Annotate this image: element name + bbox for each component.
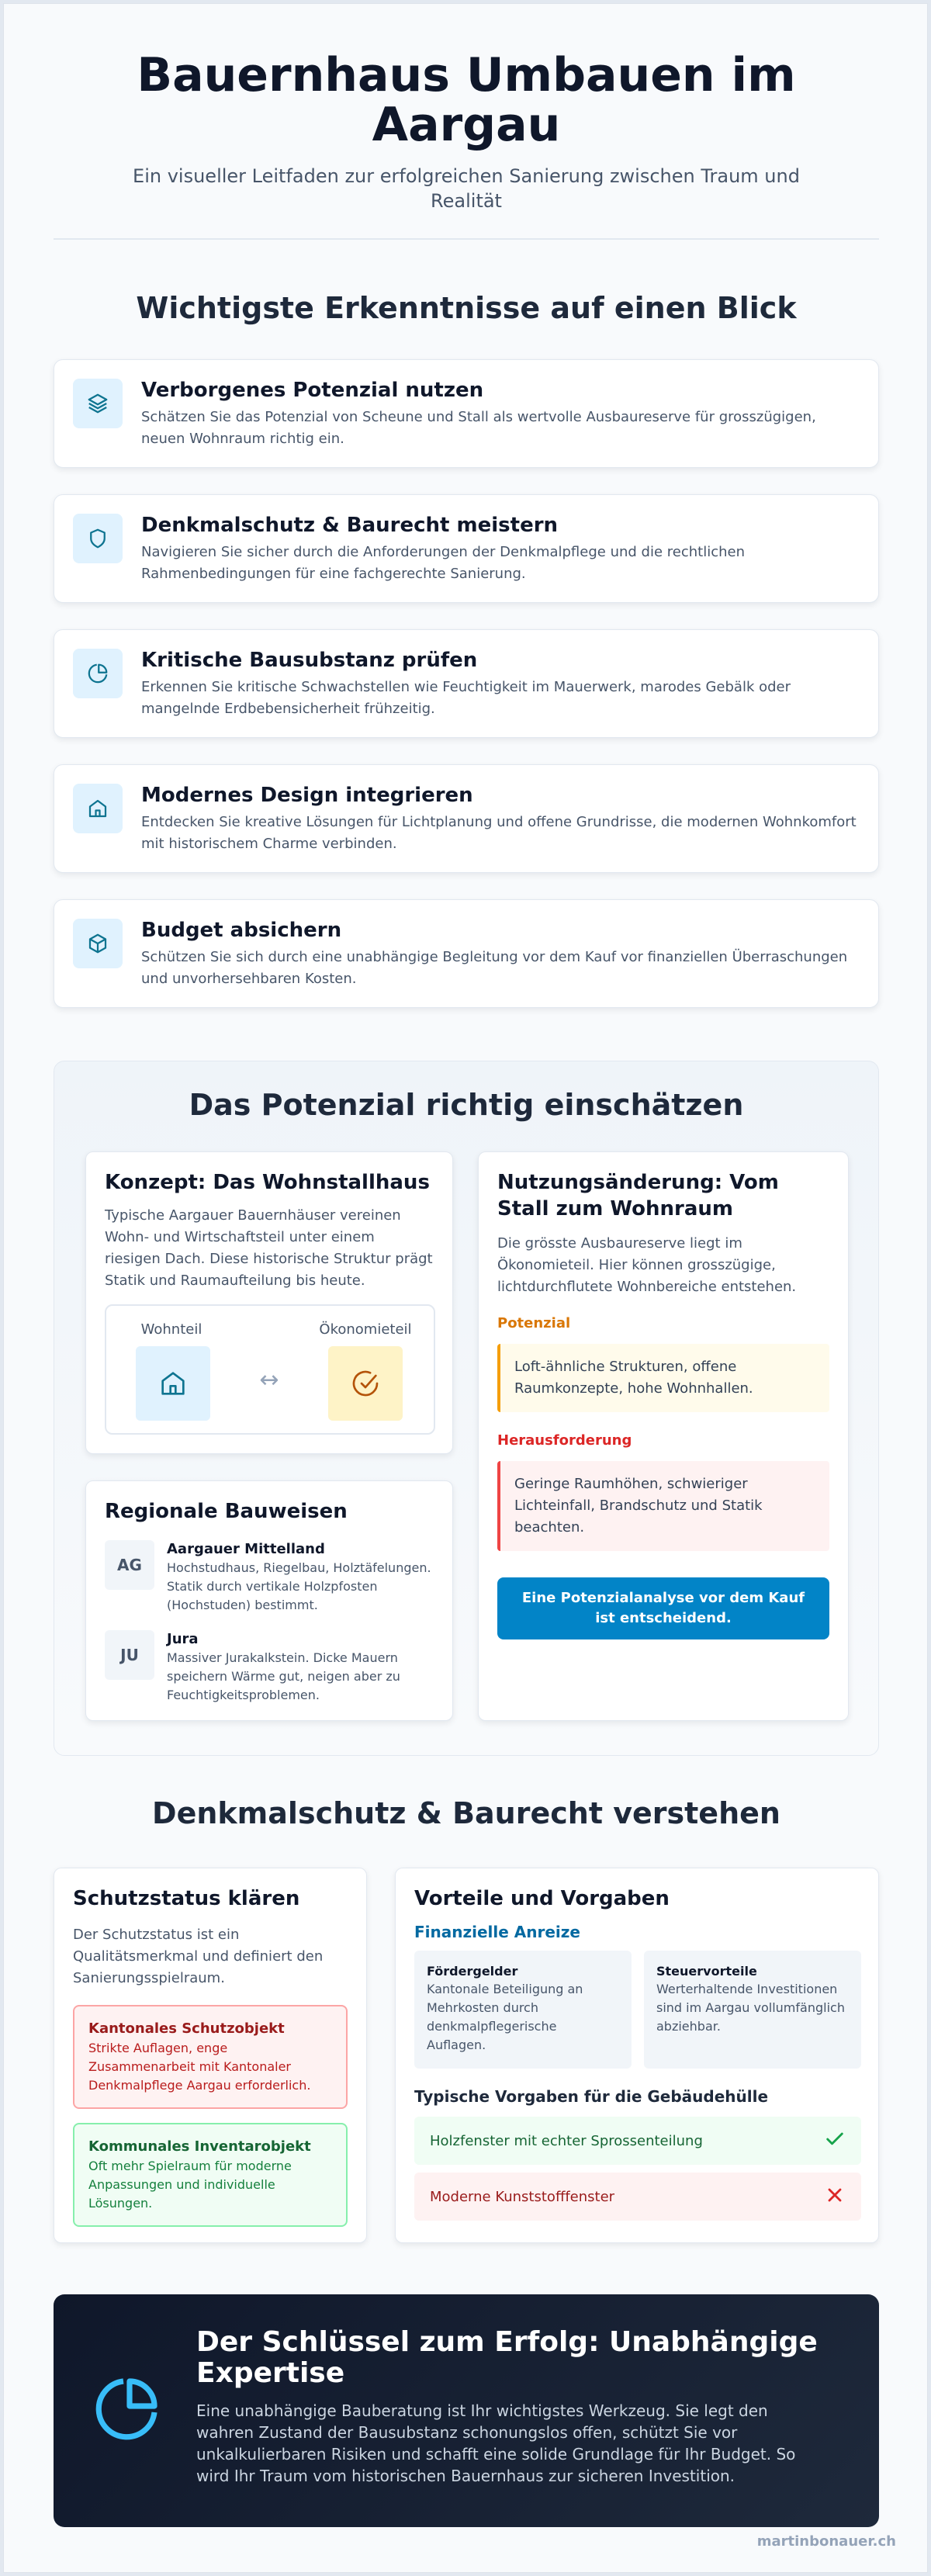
pie-chart-icon: [89, 2372, 164, 2450]
page: [3, 3, 928, 2573]
house-structure-diagram: [105, 1304, 435, 1435]
insight-text: Schätzen Sie das Potenzial von Scheune und Stall als wertvolle Ausbaureserve für grosszügigen, neuen Wohnraum richtig ein.: [141, 409, 816, 447]
grants-box: [414, 1951, 632, 2069]
usage-change-text: Die grösste Ausbaureserve liegt im Ökonomieteil. Hier können grosszügige, lichtdurchflutete Wohnbereiche entstehen.: [497, 1235, 797, 1295]
insight-title: Verborgenes Potenzial nutzen: [141, 379, 484, 402]
insight-title: Budget absichern: [141, 919, 342, 942]
communal-text: Oft mehr Spielraum für moderne Anpassungen und individuelle Lösungen.: [88, 2159, 292, 2211]
potential-callout: Loft-ähnliche Strukturen, offene Raumkonzepte, hohe Wohnhallen.: [497, 1344, 829, 1412]
rules-title: Typische Vorgaben für die Gebäudehülle: [414, 2087, 769, 2106]
status-text: Der Schutzstatus ist ein Qualitätsmerkmal und definiert den Sanierungsspielraum.: [73, 1927, 324, 1986]
communal-object-box: [73, 2123, 348, 2227]
tax-title: Steuervorteile: [656, 1964, 757, 1979]
grants-title: Fördergelder: [427, 1964, 518, 1979]
region-text: Hochstudhaus, Riegelbau, Holztäfelungen. Statik durch vertikale Holzpfosten (Hochstuden) bestimmt.: [167, 1560, 431, 1612]
insight-card: [54, 629, 879, 738]
insight-card: [54, 764, 879, 873]
house-icon: [136, 1346, 210, 1421]
potential-analysis-cta[interactable]: Eine Potenzialanalyse vor dem Kauf ist entscheidend.: [497, 1577, 829, 1639]
box-icon: [73, 919, 123, 968]
header-divider: [54, 238, 879, 240]
pie-chart-icon: [73, 649, 123, 698]
usage-change-card: [478, 1151, 849, 1721]
concept-text: Typische Aargauer Bauernhäuser vereinen Wohn- und Wirtschaftsteil unter einem riesigen Dach. Diese historische Struktur prägt Statik und Raumaufteilung bis heute.: [105, 1207, 433, 1289]
bidirectional-arrow-icon: ↔: [259, 1366, 279, 1394]
tax-text: Werterhaltende Investitionen sind im Aargau vollumfänglich abziehbar.: [656, 1982, 845, 2034]
potential-label: Potenzial: [497, 1315, 571, 1331]
regional-title: Regionale Bauweisen: [105, 1500, 348, 1523]
region-item-jura: [105, 1630, 434, 1705]
cantonal-title: Kantonales Schutzobjekt: [88, 2020, 285, 2037]
page-title: Bauernhaus Umbauen im Aargau: [137, 48, 796, 152]
check-circle-icon: [328, 1346, 403, 1421]
forbidden-rule-text: Moderne Kunststofffenster: [430, 2188, 615, 2205]
brand-link[interactable]: martinbonauer.ch: [756, 2533, 896, 2550]
insight-card: [54, 899, 879, 1008]
forbidden-rule-row: [414, 2173, 861, 2221]
region-name: Aargauer Mittelland: [167, 1541, 325, 1557]
challenge-callout: Geringe Raumhöhen, schwieriger Lichteinfall, Brandschutz und Statik beachten.: [497, 1461, 829, 1551]
incentives-title: Finanzielle Anreize: [414, 1923, 580, 1941]
insight-text: Schützen Sie sich durch eine unabhängige Begleitung vor dem Kauf vor finanziellen Überraschungen und unvorhersehbaren Kosten.: [141, 949, 848, 987]
region-badge: AG: [105, 1540, 154, 1590]
expertise-banner: [54, 2294, 879, 2527]
monument-section: [54, 1796, 879, 2246]
status-card: [54, 1868, 367, 2243]
insight-card: [54, 494, 879, 603]
concept-card: [85, 1151, 453, 1454]
farm-part-label: Ökonomieteil: [319, 1321, 412, 1338]
insights-title: Wichtigste Erkenntnisse auf einen Blick: [136, 291, 797, 325]
benefits-title: Vorteile und Vorgaben: [414, 1887, 670, 1910]
check-icon: [824, 2128, 846, 2154]
cantonal-text: Strikte Auflagen, enge Zusammenarbeit mit Kantonaler Denkmalpflege Aargau erforderlich.: [88, 2041, 311, 2093]
insights-section: [54, 291, 879, 1034]
page-header: [54, 50, 879, 213]
layers-icon: [73, 379, 123, 428]
region-badge: JU: [105, 1630, 154, 1680]
allowed-rule-text: Holzfenster mit echter Sprossenteilung: [430, 2132, 703, 2149]
benefits-card: [395, 1868, 879, 2243]
regional-card: [85, 1480, 453, 1721]
potential-title: Das Potenzial richtig einschätzen: [189, 1088, 744, 1122]
shield-icon: [73, 514, 123, 563]
insight-text: Erkennen Sie kritische Schwachstellen wie Feuchtigkeit im Mauerwerk, marodes Gebälk oder mangelnde Erdbebensicherheit frühzeitig.: [141, 679, 791, 717]
living-part-label: Wohnteil: [140, 1321, 202, 1338]
usage-change-title: Nutzungsänderung: Vom Stall zum Wohnraum: [497, 1171, 779, 1220]
page-subtitle: Ein visueller Leitfaden zur erfolgreichen Sanierung zwischen Traum und Realität: [133, 165, 800, 212]
insight-card: [54, 359, 879, 468]
status-title: Schutzstatus klären: [73, 1887, 300, 1910]
grants-text: Kantonale Beteiligung an Mehrkosten durch denkmalpflegerische Auflagen.: [427, 1982, 583, 2052]
potential-section: [54, 1061, 879, 1756]
insight-text: Navigieren Sie sicher durch die Anforderungen der Denkmalpflege und die rechtlichen Rahmenbedingungen für eine fachgerechte Sanierung.: [141, 544, 745, 582]
concept-title: Konzept: Das Wohnstallhaus: [105, 1171, 430, 1194]
tax-box: [644, 1951, 861, 2069]
region-name: Jura: [167, 1631, 199, 1647]
insight-title: Kritische Bausubstanz prüfen: [141, 649, 478, 672]
allowed-rule-row: [414, 2117, 861, 2165]
communal-title: Kommunales Inventarobjekt: [88, 2138, 311, 2155]
banner-text: Eine unabhängige Bauberatung ist Ihr wichtigstes Werkzeug. Sie legt den wahren Zustand der Bausubstanz schonungslos offen, schützt Sie vor unkalkulierbaren Risiken und schafft eine solide Grundlage für Ihr Budget. So wird Ihr Traum vom historischen Bauernhaus zur sicheren Investition.: [196, 2401, 796, 2485]
challenge-label: Herausforderung: [497, 1432, 632, 1449]
region-text: Massiver Jurakalkstein. Dicke Mauern speichern Wärme gut, neigen aber zu Feuchtigkeitsproblemen.: [167, 1650, 400, 1702]
insight-text: Entdecken Sie kreative Lösungen für Lichtplanung und offene Grundrisse, die modernen Wohnkomfort mit historischem Charme verbinden.: [141, 814, 857, 852]
cantonal-object-box: [73, 2005, 348, 2109]
monument-title: Denkmalschutz & Baurecht verstehen: [152, 1796, 780, 1830]
cross-icon: [824, 2184, 846, 2210]
region-item-aargau: [105, 1540, 434, 1615]
insight-title: Denkmalschutz & Baurecht meistern: [141, 514, 559, 537]
banner-title: Der Schlüssel zum Erfolg: Unabhängige Expertise: [196, 2326, 818, 2389]
insight-title: Modernes Design integrieren: [141, 784, 473, 807]
house-icon: [73, 784, 123, 833]
